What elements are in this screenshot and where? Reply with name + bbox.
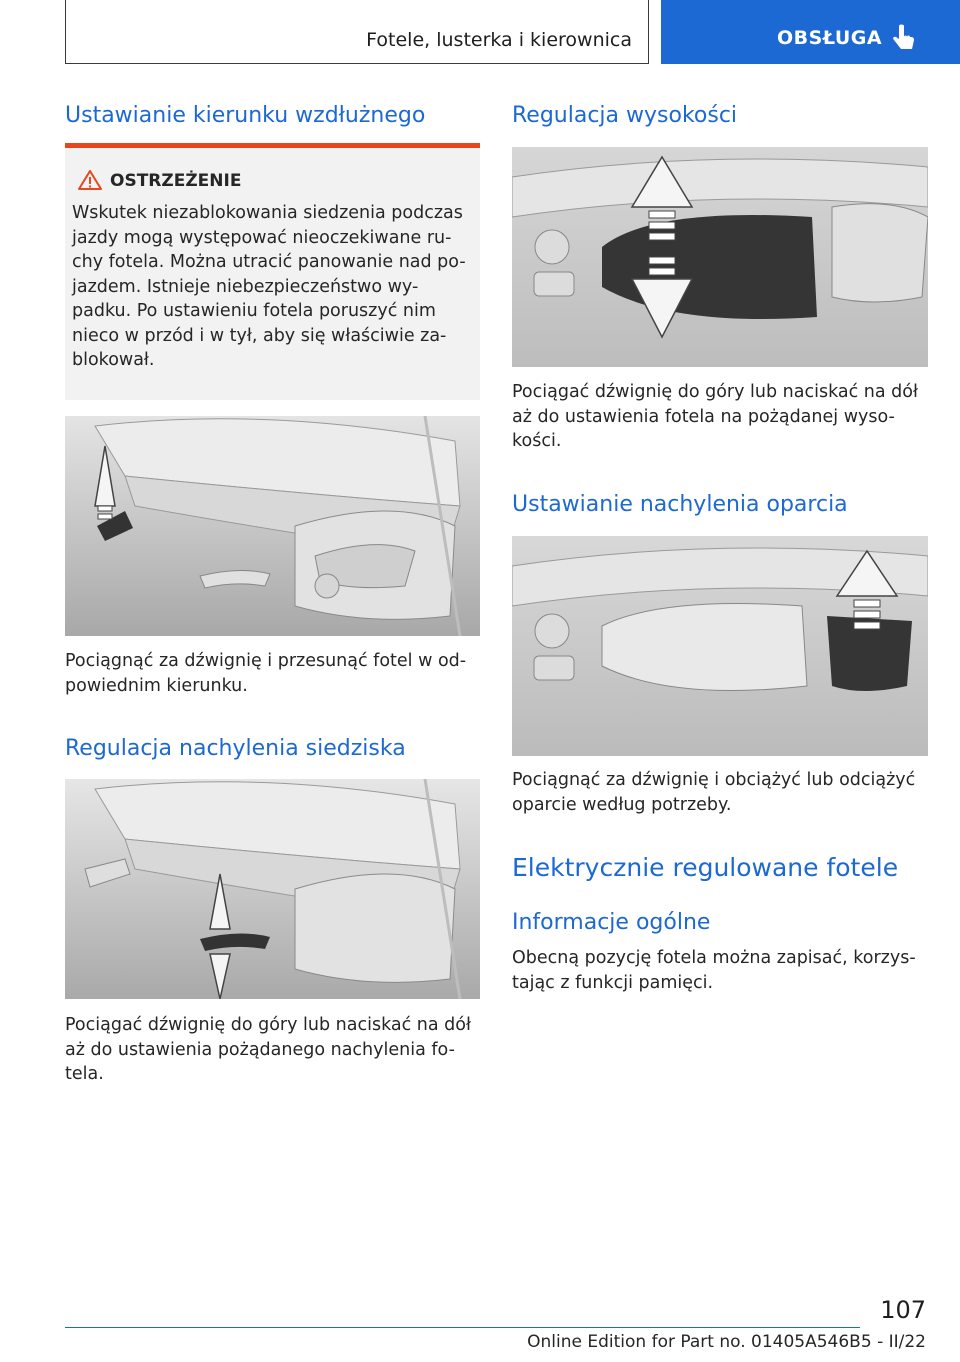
warning-box <box>65 143 480 400</box>
caption-line: Pociągać dźwignię do góry lub naciskać na dół <box>65 1015 471 1035</box>
body-line: tając z funkcji pamięci. <box>512 972 714 993</box>
caption-longitudinal <box>65 649 485 698</box>
section-tab-label: OBSŁUGA <box>777 27 883 49</box>
section-title-backrest: Ustawianie nachylenia oparcia <box>512 492 848 517</box>
page-number: 107 <box>880 1296 926 1324</box>
warning-line: jazdy mogą występować nieoczekiwane ru- <box>72 227 452 248</box>
section-title-longitudinal: Ustawianie kierunku wzdłużnego <box>65 103 426 128</box>
warning-title: OSTRZEŻENIE <box>110 171 242 191</box>
caption-line: Pociągnąć za dźwignię i przesunąć fotel w od- <box>65 651 467 671</box>
caption-line: Pociągać dźwignię do góry lub naciskać na dół <box>512 382 918 402</box>
caption-seat-tilt <box>65 1013 485 1087</box>
caption-line: tela. <box>65 1064 104 1084</box>
warning-triangle-icon <box>77 169 103 191</box>
caption-line: Pociągnąć za dźwignię i obciążyć lub odciążyć <box>512 770 916 790</box>
warning-line: blokował. <box>72 350 155 370</box>
section-tab[interactable] <box>661 0 960 64</box>
chapter-title: Fotele, lusterka i kierownica <box>366 29 632 51</box>
seat-tilt-illustration <box>65 779 480 999</box>
caption-line: aż do ustawienia fotela na pożądanej wyso- <box>512 406 895 427</box>
backrest-illustration <box>512 536 928 756</box>
warning-bar <box>65 143 480 148</box>
body-line: Obecną pozycję fotela można zapisać, korzys- <box>512 948 916 968</box>
pointing-hand-icon <box>891 24 917 54</box>
caption-line: oparcie według potrzeby. <box>512 794 732 815</box>
caption-height <box>512 380 932 454</box>
caption-backrest <box>512 768 932 817</box>
warning-line: jazdem. Istnieje niebezpieczeństwo wy- <box>72 276 419 297</box>
section-title-seat-tilt: Regulacja nachylenia siedziska <box>65 736 406 761</box>
edition-footer: Online Edition for Part no. 01405A546B5 - II/22 <box>527 1332 926 1352</box>
section-title-electric-seats: Elektrycznie regulowane fotele <box>512 853 899 882</box>
seat-longitudinal-illustration <box>65 416 480 636</box>
section-title-height: Regulacja wysokości <box>512 103 738 128</box>
warning-text <box>72 201 472 373</box>
caption-line: kości. <box>512 431 562 451</box>
warning-line: chy fotela. Można utracić panowanie nad po- <box>72 252 466 272</box>
caption-line: powiednim kierunku. <box>65 675 248 696</box>
general-info-text <box>512 946 932 995</box>
footer-divider <box>65 1327 860 1328</box>
header-chapter-box <box>65 0 649 64</box>
section-title-general-info: Informacje ogólne <box>512 910 711 935</box>
warning-line: padku. Po ustawieniu fotela poruszyć nim <box>72 301 436 321</box>
seat-height-illustration <box>512 147 928 367</box>
warning-line: nieco w przód i w tył, aby się właściwie za- <box>72 325 447 346</box>
caption-line: aż do ustawienia pożądanego nachylenia fo- <box>65 1039 455 1060</box>
warning-line: Wskutek niezablokowania siedzenia podczas <box>72 203 463 223</box>
